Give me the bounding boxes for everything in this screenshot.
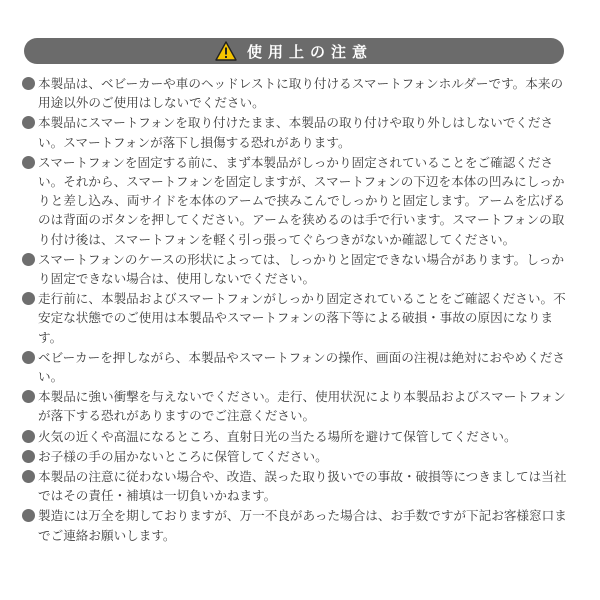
bullet-icon [22, 450, 35, 463]
note-text: 製造には万全を期しておりますが、万一不良があった場合は、お手数ですが下記お客様窓口までご連絡お願いします。 [38, 508, 567, 543]
note-text: ベビーカーを押しながら、本製品やスマートフォンの操作、画面の注視は絶対におやめください。 [38, 349, 565, 385]
warning-triangle-icon [215, 41, 237, 61]
bullet-icon [22, 292, 35, 305]
note-text: スマートフォンのケースの形状によっては、しっかりと固定できない場合があります。しっかり固定できない場合は、使用しないでください。 [38, 251, 565, 287]
bullet-icon [22, 430, 35, 443]
bullet-icon [22, 77, 35, 90]
bullet-icon [22, 470, 35, 483]
note-text: 本製品にスマートフォンを取り付けたまま、本製品の取り付けや取り外しはしないでください。スマートフォンが落下し損傷する恐れがあります。 [38, 115, 554, 150]
note-text: 火気の近くや高温になるところ、直射日光の当たる場所を避けて保管してください。 [38, 428, 517, 444]
note-text: 本製品は、ベビーカーや車のヘッドレストに取り付けるスマートフォンホルダーです。本来の用途以外のご使用はしないでください。 [38, 76, 564, 111]
page-title: 使用上の注意 [246, 42, 373, 61]
note-item [22, 467, 574, 505]
bullet-icon [22, 253, 35, 266]
note-text: 本製品の注意に従わない場合や、改造、誤った取り扱いでの事故・破損等につきましては当社ではその責任・補填は一切負いかねます。 [38, 469, 567, 504]
note-item [22, 113, 574, 151]
note-text: お子様の手の届かないところに保管してください。 [38, 448, 328, 464]
bullet-icon [22, 509, 35, 522]
note-item [22, 348, 574, 386]
note-item [22, 506, 574, 544]
section-header [24, 38, 564, 64]
note-text: 本製品に強い衝撃を与えないでください。走行、使用状況により本製品およびスマートフォンが落下する恐れがありますのでご注意ください。 [38, 389, 566, 424]
note-text: スマートフォンを固定する前に、まず本製品がしっかり固定されていることをご確認ください。それから、スマートフォンを固定しますが、スマートフォンの下辺を本体の凹みにしっかりと差し込み、両サイドを本体のアームで挟みこんでしっかりと固定します。アームを広げるのは背面のボタンを押してください。アームを狭めるのは手で行います。スマートフォンの取り付け後は、スマートフォンを軽く引っ張ってぐらつきがないか確認してください。 [38, 154, 566, 247]
section-header-content [215, 41, 373, 62]
note-item [22, 387, 574, 425]
bullet-icon [22, 351, 35, 364]
note-item [22, 447, 574, 466]
note-item [22, 74, 574, 112]
bullet-icon [22, 390, 35, 403]
note-item [22, 153, 574, 249]
note-text: 走行前に、本製品およびスマートフォンがしっかり固定されていることをご確認ください。不安定な状態でのご使用は本製品やスマートフォンの落下等による破損・事故の原因になります。 [38, 291, 566, 345]
bullet-icon [22, 156, 35, 169]
note-item [22, 289, 574, 347]
note-item [22, 427, 574, 446]
note-item [22, 250, 574, 288]
bullet-icon [22, 116, 35, 129]
notes-list [22, 74, 574, 546]
